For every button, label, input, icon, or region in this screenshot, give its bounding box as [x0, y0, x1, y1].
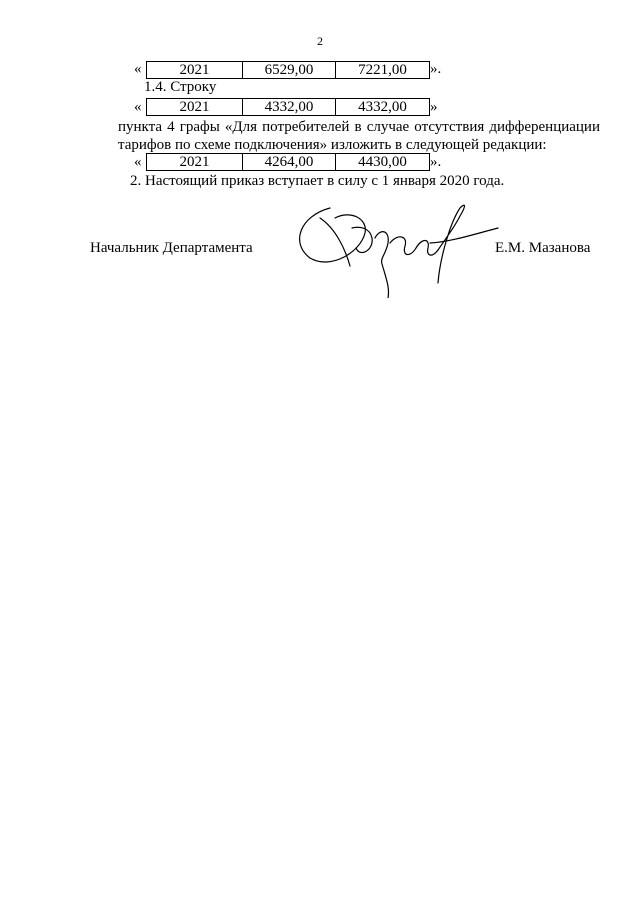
signatory-position: Начальник Департамента: [90, 240, 253, 256]
row3-value-2: 4430,00: [336, 154, 430, 171]
handwritten-signature: [290, 198, 500, 298]
row3-open-quote: «: [134, 154, 142, 170]
signatory-name: Е.М. Мазанова: [495, 240, 591, 256]
tariff-row-2: [146, 98, 430, 116]
row1-open-quote: «: [134, 61, 142, 77]
row3-year: 2021: [147, 154, 243, 171]
row1-value-1: 6529,00: [243, 62, 336, 79]
row1-close-quote: ».: [430, 61, 442, 77]
row3-close-quote: ».: [430, 154, 442, 170]
row1-year: 2021: [147, 62, 243, 79]
tariff-row-3: [146, 153, 430, 171]
row2-value-1: 4332,00: [243, 99, 336, 116]
tariff-row-1: [146, 61, 430, 79]
page-number: 2: [317, 34, 323, 48]
row2-value-2: 4332,00: [336, 99, 430, 116]
row2-open-quote: «: [134, 99, 142, 115]
item-2: 2. Настоящий приказ вступает в силу с 1 января 2020 года.: [130, 173, 505, 189]
paragraph-line-1: пункта 4 графы «Для потребителей в случае отсутствия дифференциации: [118, 119, 600, 135]
item-1-4: 1.4. Строку: [144, 79, 217, 95]
row2-year: 2021: [147, 99, 243, 116]
row1-value-2: 7221,00: [336, 62, 430, 79]
row3-value-1: 4264,00: [243, 154, 336, 171]
row2-close-quote: »: [430, 99, 438, 115]
paragraph-line-2: тарифов по схеме подключения» изложить в следующей редакции:: [118, 137, 547, 153]
